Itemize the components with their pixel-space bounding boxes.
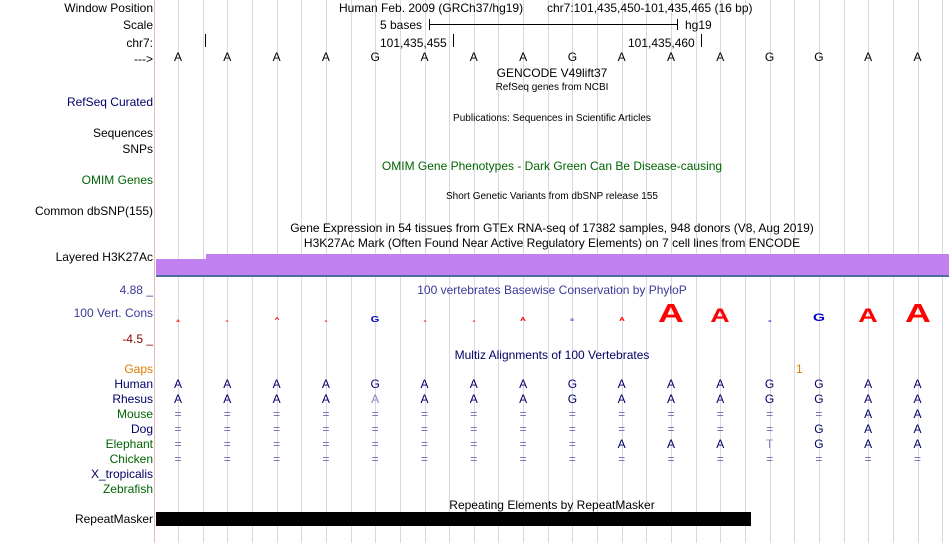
dbsnp-track-label[interactable]: Common dbSNP(155) bbox=[34, 204, 153, 218]
dna-base: A bbox=[469, 50, 478, 64]
alignment-base: A bbox=[617, 392, 626, 406]
alignment-base: = bbox=[174, 422, 182, 436]
alignment-base: A bbox=[716, 437, 725, 451]
alignment-base: = bbox=[568, 437, 576, 451]
conservation-logo-letter: A bbox=[858, 305, 878, 327]
alignment-base: = bbox=[273, 407, 281, 421]
alignment-base: A bbox=[666, 377, 676, 391]
alignment-base: A bbox=[173, 392, 183, 406]
alignment-base: = bbox=[371, 407, 379, 421]
species-label[interactable]: Human bbox=[114, 377, 153, 391]
conservation-min-label: -4.5 _ bbox=[122, 332, 153, 346]
alignment-base: A bbox=[864, 437, 873, 451]
repeatmasker-track-title[interactable]: Repeating Elements by RepeatMasker bbox=[449, 498, 655, 512]
alignment-base: A bbox=[617, 437, 626, 451]
dna-base: A bbox=[617, 50, 626, 64]
alignment-base: A bbox=[864, 407, 873, 421]
sequences-track-label[interactable]: Sequences bbox=[92, 126, 153, 140]
alignment-base: A bbox=[272, 377, 281, 391]
omim-track-label[interactable]: OMIM Genes bbox=[81, 173, 153, 187]
species-label[interactable]: Mouse bbox=[116, 407, 153, 421]
conservation-track-label[interactable]: 100 Vert. Cons bbox=[73, 306, 153, 320]
alignment-base: A bbox=[913, 422, 922, 436]
h3k27ac-signal-right bbox=[206, 254, 949, 276]
gaps-label: Gaps bbox=[124, 362, 153, 376]
refseq-track-label[interactable]: RefSeq Curated bbox=[66, 95, 153, 109]
alignment-base: = bbox=[815, 407, 823, 421]
multiz-track-title[interactable]: Multiz Alignments of 100 Vertebrates bbox=[454, 348, 650, 362]
alignment-base: = bbox=[371, 437, 379, 451]
window-position-label: Window Position bbox=[64, 1, 153, 15]
alignment-base: A bbox=[420, 392, 429, 406]
alignment-base: = bbox=[470, 422, 478, 436]
alignment-base: A bbox=[617, 377, 626, 391]
species-label[interactable]: Zebrafish bbox=[102, 482, 153, 496]
alignment-base: = bbox=[273, 452, 281, 466]
alignment-base: A bbox=[469, 377, 478, 391]
gtex-track-title[interactable]: Gene Expression in 54 tissues from GTEx RNA-seq of 17382 samples, 948 donors (V8, Aug 2019) bbox=[290, 221, 814, 235]
conservation-logo-letter: G bbox=[767, 318, 772, 323]
dna-base: A bbox=[666, 50, 676, 64]
alignment-base: A bbox=[666, 392, 676, 406]
alignment-base: = bbox=[618, 407, 626, 421]
dna-base: G bbox=[370, 50, 380, 64]
alignment-base: G bbox=[764, 392, 775, 406]
repeatmasker-track-label[interactable]: RepeatMasker bbox=[74, 512, 153, 526]
alignment-base: G bbox=[814, 377, 824, 391]
strand-label: ---> bbox=[134, 52, 153, 66]
scale-bar-right-tick bbox=[677, 19, 678, 30]
alignment-base: A bbox=[321, 392, 330, 406]
alignment-base: = bbox=[322, 422, 330, 436]
alignment-base: = bbox=[223, 437, 231, 451]
alignment-base: = bbox=[716, 422, 724, 436]
dna-base: A bbox=[223, 50, 232, 64]
dna-base: A bbox=[173, 50, 183, 64]
alignment-base: = bbox=[519, 452, 527, 466]
alignment-base: A bbox=[864, 422, 873, 436]
conservation-logo-letter: A bbox=[225, 318, 229, 323]
alignment-base: A bbox=[519, 377, 528, 391]
h3k27ac-baseline bbox=[156, 275, 949, 277]
dna-base: A bbox=[272, 50, 281, 64]
alignment-base: = bbox=[667, 422, 675, 436]
refseq-track-subtitle: RefSeq genes from NCBI bbox=[495, 82, 609, 93]
species-label[interactable]: X_tropicalis bbox=[90, 467, 153, 481]
publications-track-title[interactable]: Publications: Sequences in Scientific Articles bbox=[453, 113, 651, 124]
alignment-base: = bbox=[420, 407, 429, 421]
dna-base: A bbox=[420, 50, 429, 64]
conservation-logo-letter: A bbox=[175, 317, 181, 323]
alignment-base: = bbox=[223, 422, 231, 436]
alignment-base: = bbox=[568, 452, 576, 466]
conservation-track-title[interactable]: 100 vertebrates Basewise Conservation by PhyloP bbox=[417, 283, 687, 297]
alignment-base: A bbox=[173, 377, 183, 391]
coord-tick-start bbox=[205, 34, 206, 47]
scale-label: Scale bbox=[122, 18, 153, 32]
alignment-base: A bbox=[371, 392, 380, 406]
conservation-logo-letter: G bbox=[812, 312, 825, 325]
scale-bases: 5 bases bbox=[380, 18, 423, 32]
alignment-base: T bbox=[765, 437, 774, 451]
alignment-base: = bbox=[174, 407, 182, 421]
alignment-base: A bbox=[913, 392, 922, 406]
alignment-base: = bbox=[420, 437, 429, 451]
conservation-logo-letter: G bbox=[570, 318, 575, 323]
alignment-base: = bbox=[223, 452, 231, 466]
alignment-base: A bbox=[716, 377, 725, 391]
alignment-base: A bbox=[223, 392, 232, 406]
species-label[interactable]: Chicken bbox=[109, 452, 153, 466]
alignment-base: A bbox=[864, 377, 873, 391]
alignment-base: = bbox=[766, 422, 774, 436]
alignment-base: A bbox=[223, 377, 232, 391]
alignment-base: = bbox=[322, 452, 330, 466]
dna-base: G bbox=[764, 50, 775, 64]
alignment-base: G bbox=[814, 437, 824, 451]
h3k27ac-track-label[interactable]: Layered H3K27Ac bbox=[55, 250, 153, 264]
conservation-logo-letter: A bbox=[274, 317, 280, 323]
gencode-track-title[interactable]: GENCODE V49lift37 bbox=[496, 66, 608, 80]
dna-base: G bbox=[814, 50, 824, 64]
alignment-base: = bbox=[519, 407, 527, 421]
assembly-label: Human Feb. 2009 (GRCh37/hg19) bbox=[339, 1, 524, 15]
alignment-base: = bbox=[913, 452, 922, 466]
h3k27ac-track-title[interactable]: H3K27Ac Mark (Often Found Near Active Regulatory Elements) on 7 cell lines from ENCODE bbox=[303, 236, 801, 250]
dna-base: A bbox=[519, 50, 528, 64]
alignment-base: = bbox=[864, 452, 872, 466]
alignment-base: A bbox=[913, 407, 922, 421]
conservation-logo-letter: A bbox=[520, 316, 526, 323]
species-label[interactable]: Rhesus bbox=[112, 392, 153, 406]
gaps-value: 1 bbox=[796, 362, 803, 376]
position-label: chr7:101,435,450-101,435,465 (16 bp) bbox=[547, 1, 753, 15]
alignment-base: = bbox=[470, 452, 478, 466]
species-label[interactable]: Elephant bbox=[105, 437, 153, 451]
species-label[interactable]: Dog bbox=[130, 422, 153, 436]
alignment-base: = bbox=[667, 452, 675, 466]
coord-tick-1 bbox=[453, 34, 454, 47]
alignment-base: = bbox=[618, 422, 626, 436]
alignment-base: = bbox=[322, 437, 330, 451]
conservation-logo-letter: A bbox=[658, 299, 684, 328]
conservation-logo-letter: A bbox=[710, 305, 730, 327]
conservation-max-label: 4.88 _ bbox=[119, 283, 153, 297]
alignment-base: A bbox=[321, 377, 330, 391]
snps-track-label[interactable]: SNPs bbox=[122, 142, 153, 156]
repeatmasker-element-bar bbox=[156, 512, 751, 526]
dna-base: A bbox=[321, 50, 330, 64]
coord-label-1: 101,435,455 bbox=[380, 36, 447, 50]
scale-db: hg19 bbox=[685, 18, 712, 32]
coord-label-2: 101,435,460 bbox=[628, 36, 695, 50]
alignment-base: = bbox=[174, 452, 182, 466]
alignment-base: G bbox=[814, 422, 824, 436]
alignment-base: = bbox=[223, 407, 231, 421]
alignment-base: A bbox=[420, 377, 429, 391]
alignment-base: = bbox=[273, 437, 281, 451]
chrom-label: chr7: bbox=[126, 36, 153, 50]
alignment-base: A bbox=[666, 437, 676, 451]
alignment-base: = bbox=[420, 452, 429, 466]
dbsnp-track-title[interactable]: Short Genetic Variants from dbSNP release 155 bbox=[446, 191, 658, 202]
conservation-logo-letter: A bbox=[618, 316, 625, 323]
alignment-base: G bbox=[764, 377, 775, 391]
alignment-base: = bbox=[420, 422, 429, 436]
conservation-logo-letter: A bbox=[324, 318, 328, 323]
scale-bar bbox=[429, 24, 678, 25]
alignment-base: G bbox=[567, 377, 578, 391]
alignment-base: A bbox=[864, 392, 873, 406]
dna-base: A bbox=[716, 50, 725, 64]
dna-base: A bbox=[913, 50, 922, 64]
alignment-base: A bbox=[913, 377, 922, 391]
alignment-base: G bbox=[370, 377, 380, 391]
conservation-logo-letter: A bbox=[422, 318, 427, 323]
alignment-base: = bbox=[470, 437, 478, 451]
alignment-base: A bbox=[519, 392, 528, 406]
alignment-base: = bbox=[470, 407, 478, 421]
omim-track-title[interactable]: OMIM Gene Phenotypes - Dark Green Can Be Disease-causing bbox=[381, 159, 723, 173]
alignment-base: G bbox=[567, 392, 578, 406]
alignment-base: = bbox=[174, 437, 182, 451]
alignment-base: A bbox=[913, 437, 922, 451]
alignment-base: = bbox=[371, 422, 379, 436]
alignment-base: G bbox=[814, 392, 824, 406]
alignment-base: = bbox=[716, 407, 724, 421]
alignment-base: = bbox=[766, 407, 774, 421]
alignment-base: A bbox=[469, 392, 478, 406]
alignment-base: = bbox=[519, 422, 527, 436]
alignment-base: = bbox=[667, 407, 675, 421]
conservation-logo-letter: G bbox=[370, 314, 380, 324]
alignment-base: = bbox=[371, 452, 379, 466]
coord-tick-2 bbox=[701, 34, 702, 47]
dna-base: G bbox=[567, 50, 578, 64]
alignment-base: = bbox=[273, 422, 281, 436]
alignment-base: = bbox=[716, 452, 724, 466]
alignment-base: = bbox=[618, 452, 626, 466]
alignment-base: = bbox=[322, 407, 330, 421]
alignment-base: A bbox=[272, 392, 281, 406]
alignment-base: = bbox=[815, 452, 823, 466]
scale-bar-left-tick bbox=[429, 19, 430, 30]
dna-base: A bbox=[864, 50, 873, 64]
conservation-logo-letter: A bbox=[904, 299, 931, 328]
alignment-base: = bbox=[519, 437, 527, 451]
alignment-base: A bbox=[716, 392, 725, 406]
conservation-logo-letter: A bbox=[472, 318, 476, 323]
h3k27ac-signal-left bbox=[156, 259, 206, 276]
alignment-base: = bbox=[766, 452, 774, 466]
alignment-base: = bbox=[568, 407, 576, 421]
alignment-base: = bbox=[568, 422, 576, 436]
